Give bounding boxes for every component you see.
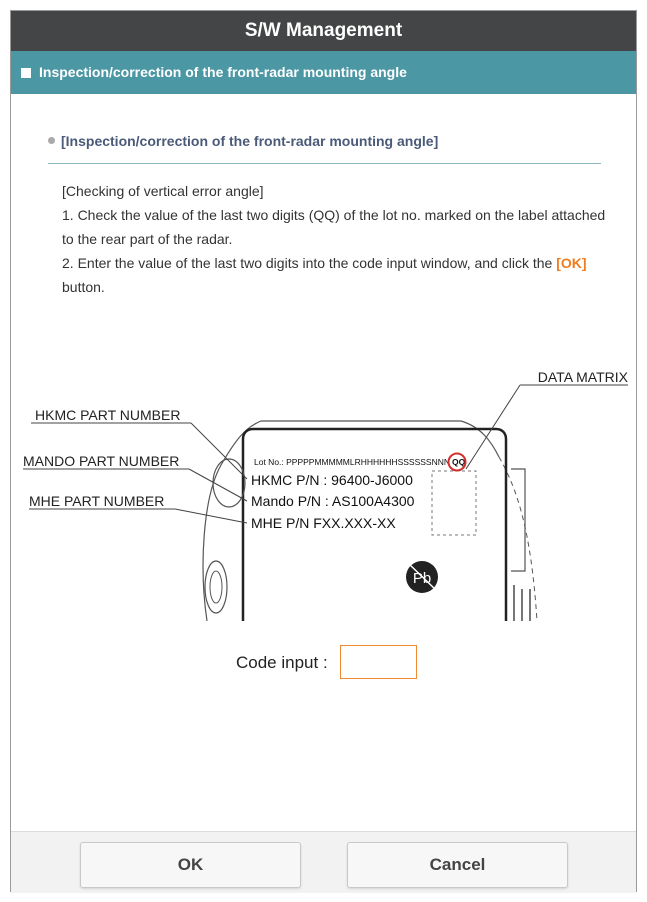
square-bullet-icon: [21, 68, 31, 78]
lot-number-text: Lot No.: PPPPPMMMMMLRHHHHHHSSSSSSNNN: [254, 457, 451, 467]
hkmc-part-callout: HKMC PART NUMBER: [35, 407, 181, 423]
ok-highlight: [OK]: [556, 255, 587, 271]
mhe-pn-text: MHE P/N FXX.XXX-XX: [251, 515, 396, 531]
data-matrix-box: [432, 471, 476, 535]
instruction-line-3-text: 2. Enter the value of the last two digits into the code input window, and click the: [62, 255, 553, 271]
instruction-line-3: [62, 251, 607, 299]
connector-pins: [514, 585, 530, 621]
subheader-bar: [11, 51, 636, 94]
lot-qq-text: QQ: [452, 457, 466, 467]
hkmc-pn-text: HKMC P/N : 96400-J6000: [251, 472, 413, 488]
code-input-row: [11, 645, 638, 681]
mhe-part-callout: MHE PART NUMBER: [29, 493, 165, 509]
mount-lug-inner: [210, 571, 222, 603]
section-title: [Inspection/correction of the front-radar mounting angle]: [61, 133, 439, 149]
dialog-window: [10, 10, 637, 892]
data-matrix-callout: DATA MATRIX: [537, 369, 628, 385]
pb-text: Pb: [412, 570, 432, 587]
radar-label-diagram: [11, 357, 638, 621]
hkmc-leader: [191, 423, 247, 479]
mando-part-callout: MANDO PART NUMBER: [23, 453, 180, 469]
instruction-line-1: [Checking of vertical error angle]: [62, 183, 264, 199]
dialog-footer: [11, 831, 636, 893]
housing-dashed-edge: [499, 457, 537, 621]
subheader-title: Inspection/correction of the front-radar mounting angle: [39, 64, 407, 80]
mount-lug-bottom: [205, 561, 227, 613]
cancel-button[interactable]: Cancel: [347, 842, 568, 888]
instruction-line-end: button.: [62, 279, 105, 295]
instruction-text: [62, 179, 607, 299]
ok-button[interactable]: OK: [80, 842, 301, 888]
radar-label-figure: [11, 357, 638, 621]
mhe-leader: [175, 509, 247, 523]
code-input-field[interactable]: [340, 645, 417, 679]
instruction-line-2: 1. Check the value of the last two digits (QQ) of the lot no. marked on the label attached to the rear part of the radar.: [62, 207, 606, 247]
mando-pn-text: Mando P/N : AS100A4300: [251, 493, 415, 509]
mando-leader: [189, 469, 247, 501]
mount-lug-top: [213, 459, 245, 507]
bullet-dot-icon: [48, 137, 55, 144]
section-header: [48, 133, 601, 164]
code-input-label: Code input :: [236, 653, 328, 672]
window-title: S/W Management: [11, 11, 636, 51]
